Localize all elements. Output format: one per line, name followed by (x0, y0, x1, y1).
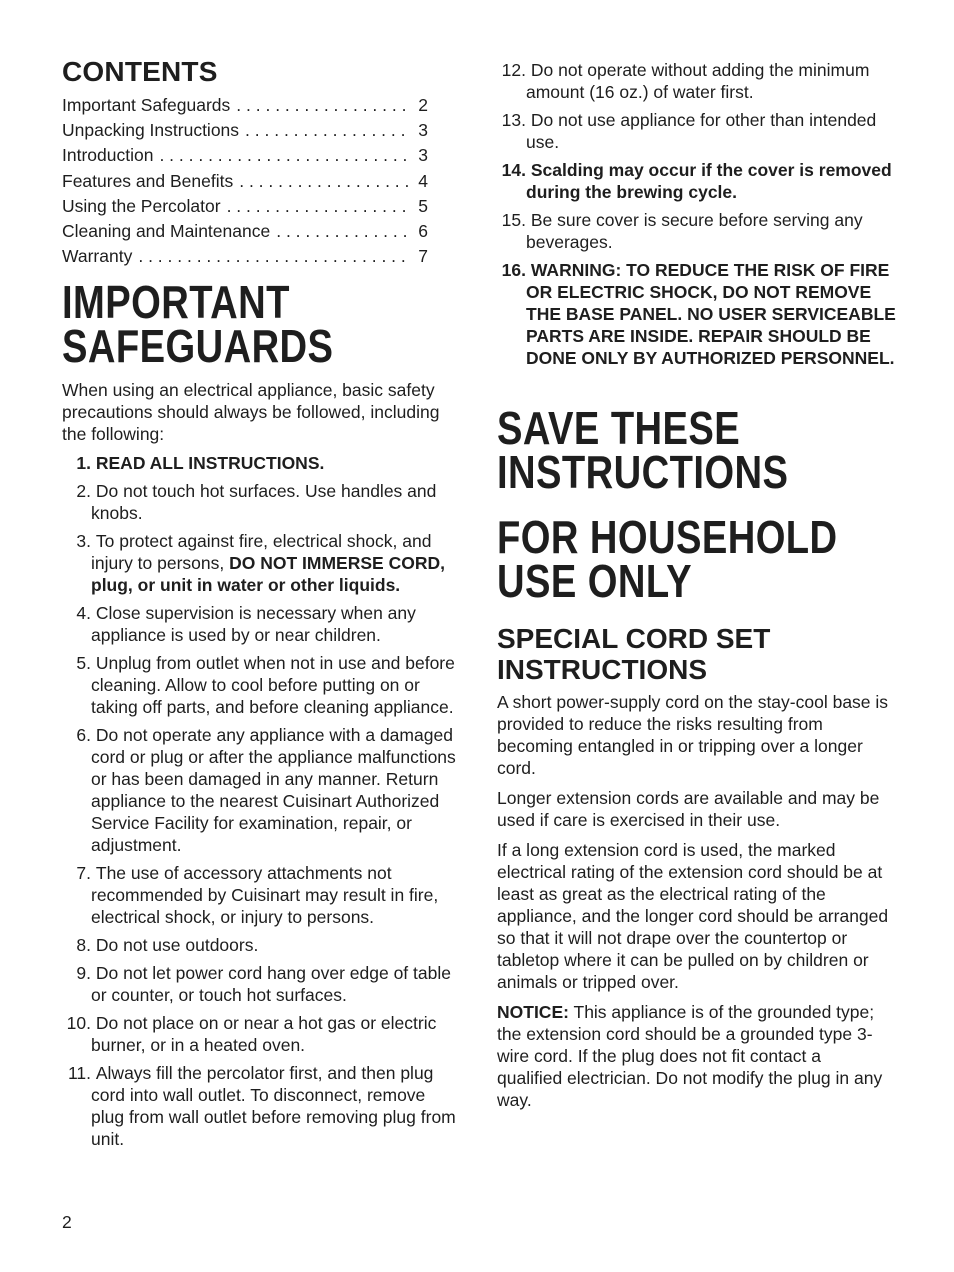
list-item (62, 452, 462, 474)
toc-leader-dots (227, 194, 410, 219)
item-number: 10. (66, 1013, 91, 1033)
item-text: Always fill the percolator first, and then plug cord into wall outlet. To disconnect, remove plug from wall outlet before removing plug from unit. (91, 1063, 456, 1149)
list-item (497, 109, 897, 153)
toc-leader-dots (159, 143, 410, 168)
toc-page-number: 7 (418, 246, 428, 267)
list-item (62, 862, 462, 928)
cord-set-heading (497, 623, 897, 685)
item-number: 16. (501, 260, 526, 280)
toc-entry[interactable] (62, 219, 428, 244)
heading-line: INSTRUCTIONS (497, 654, 707, 685)
notice-text: This appliance is of the grounded type; the extension cord should be a grounded type 3-wire cord. If the plug does not fit contact a qualified electrician. Do not modify the plug in any way. (497, 1002, 883, 1110)
toc-entry[interactable] (62, 169, 428, 194)
toc-page-number: 3 (418, 120, 428, 141)
toc-leader-dots (276, 219, 410, 244)
toc-entry[interactable] (62, 143, 428, 168)
heading-line: SPECIAL CORD SET (497, 623, 771, 654)
item-text: Do not let power cord hang over edge of table or counter, or touch hot surfaces. (91, 963, 451, 1005)
item-number: 12. (501, 60, 526, 80)
list-item (497, 59, 897, 103)
cord-paragraph: Longer extension cords are available and may be used if care is exercised in their use. (497, 788, 880, 830)
list-item (62, 962, 462, 1006)
list-item (62, 652, 462, 718)
item-number: 3. (76, 531, 91, 551)
list-item (62, 1012, 462, 1056)
item-number: 15. (501, 210, 526, 230)
heading-line: IMPORTANT (62, 276, 290, 328)
item-number: 11. (67, 1063, 91, 1083)
item-text: Unplug from outlet when not in use and before cleaning. Allow to cool before putting on or taking off parts, and before cleaning appliance. (91, 653, 455, 717)
household-use-heading (497, 511, 895, 607)
cord-paragraph: If a long extension cord is used, the marked electrical rating of the extension cord should be at least as great as the electrical rating of the appliance, and the longer cord should be arranged so that it will not drape over the countertop or tabletop where it can be pulled on by children or animals or tripped over. (497, 840, 889, 992)
list-item (497, 209, 897, 253)
list-item (62, 934, 462, 956)
item-text: Be sure cover is secure before serving any beverages. (526, 210, 863, 252)
item-number: 9. (76, 963, 91, 983)
toc-leader-dots (138, 244, 410, 269)
item-text: Do not use outdoors. (95, 935, 259, 955)
item-text: Do not operate any appliance with a damaged cord or plug or after the appliance malfunctions or has been damaged in any manner. Return appliance to the nearest Cuisinart Authorized Service Facility for examination, repair, or adjustment. (91, 725, 456, 855)
cord-paragraph: A short power-supply cord on the stay-cool base is provided to reduce the risks resulting from becoming entangled in or tripping over a longer cord. (497, 692, 889, 778)
item-number: 7. (76, 863, 91, 883)
item-text: Do not place on or near a hot gas or electric burner, or in a heated oven. (91, 1013, 437, 1055)
item-text: Do not operate without adding the minimum amount (16 oz.) of water first. (526, 60, 870, 102)
heading-line: USE ONLY (497, 555, 692, 607)
notice-paragraph (497, 1001, 889, 1111)
item-text: Do not touch hot surfaces. Use handles and knobs. (91, 481, 437, 523)
item-number: 1. (76, 453, 91, 473)
item-text: The use of accessory attachments not recommended by Cuisinart may result in fire, electrical shock, or injury to persons. (91, 863, 439, 927)
safeguards-intro: When using an electrical appliance, basic safety precautions should always be followed, including the following: (62, 380, 440, 444)
important-safeguards-heading (62, 276, 460, 372)
toc-label: Unpacking Instructions (62, 120, 240, 141)
heading-line: FOR HOUSEHOLD (497, 511, 838, 563)
toc-leader-dots (239, 169, 410, 194)
toc-page-number: 6 (418, 220, 428, 241)
item-text: READ ALL INSTRUCTIONS. (95, 453, 325, 473)
safeguards-list-continued (497, 59, 897, 375)
list-item (62, 480, 462, 524)
toc-page-number: 3 (418, 145, 428, 166)
notice-label: NOTICE: (497, 1002, 569, 1022)
heading-line: SAVE THESE (497, 402, 741, 454)
cord-set-body (497, 691, 889, 1119)
toc-label: Using the Percolator (62, 195, 221, 216)
toc-leader-dots (245, 118, 410, 143)
item-text: Close supervision is necessary when any appliance is used by or near children. (91, 603, 416, 645)
item-text: WARNING: TO REDUCE THE RISK OF FIRE OR ELECTRIC SHOCK, DO NOT REMOVE THE BASE PANEL. NO USER SERVICEABLE PARTS ARE INSIDE. REPAIR SHOULD BE DONE ONLY BY AUTHORIZED PERSONNEL. (526, 260, 896, 368)
item-number: 14. (501, 160, 526, 180)
item-number: 2. (76, 481, 91, 501)
toc-entry[interactable] (62, 118, 428, 143)
page-number: 2 (62, 1212, 72, 1232)
list-item (497, 159, 897, 203)
toc-leader-dots (236, 93, 410, 118)
safeguards-list (62, 452, 462, 1156)
toc-page-number: 2 (418, 95, 428, 115)
list-item (62, 724, 462, 856)
item-bold-text: DO NOT IMMERSE CORD, plug, or unit in water or other liquids. (91, 553, 445, 595)
item-text: Do not use appliance for other than intended use. (526, 110, 877, 152)
toc-label: Features and Benefits (62, 170, 234, 191)
toc-page-number: 4 (418, 170, 428, 191)
toc-label: Important Safeguards (62, 95, 231, 115)
toc-entry[interactable] (62, 244, 428, 269)
toc-entry[interactable] (62, 194, 428, 219)
toc-label: Cleaning and Maintenance (62, 220, 271, 241)
item-text: Scalding may occur if the cover is removed during the brewing cycle. (526, 160, 892, 202)
item-number: 4. (76, 603, 91, 623)
toc-entry[interactable] (62, 93, 428, 118)
item-number: 6. (76, 725, 91, 745)
list-item (62, 1062, 462, 1150)
list-item (497, 259, 897, 369)
list-item (62, 602, 462, 646)
toc-label: Introduction (62, 145, 154, 166)
toc-page-number: 5 (418, 195, 428, 216)
list-item (62, 530, 462, 596)
save-instructions-heading (497, 402, 895, 498)
toc-label: Warranty (62, 246, 133, 267)
item-text: To protect against fire, electrical shock, and injury to persons, DO NOT IMMERSE CORD, plug, or unit in water or other liquids. (91, 531, 445, 595)
heading-line: SAFEGUARDS (62, 320, 334, 372)
contents-heading: CONTENTS (62, 56, 218, 87)
table-of-contents (62, 93, 428, 269)
item-number: 13. (501, 110, 526, 130)
item-number: 5. (76, 653, 91, 673)
heading-line: INSTRUCTIONS (497, 446, 789, 498)
item-number: 8. (76, 935, 91, 955)
